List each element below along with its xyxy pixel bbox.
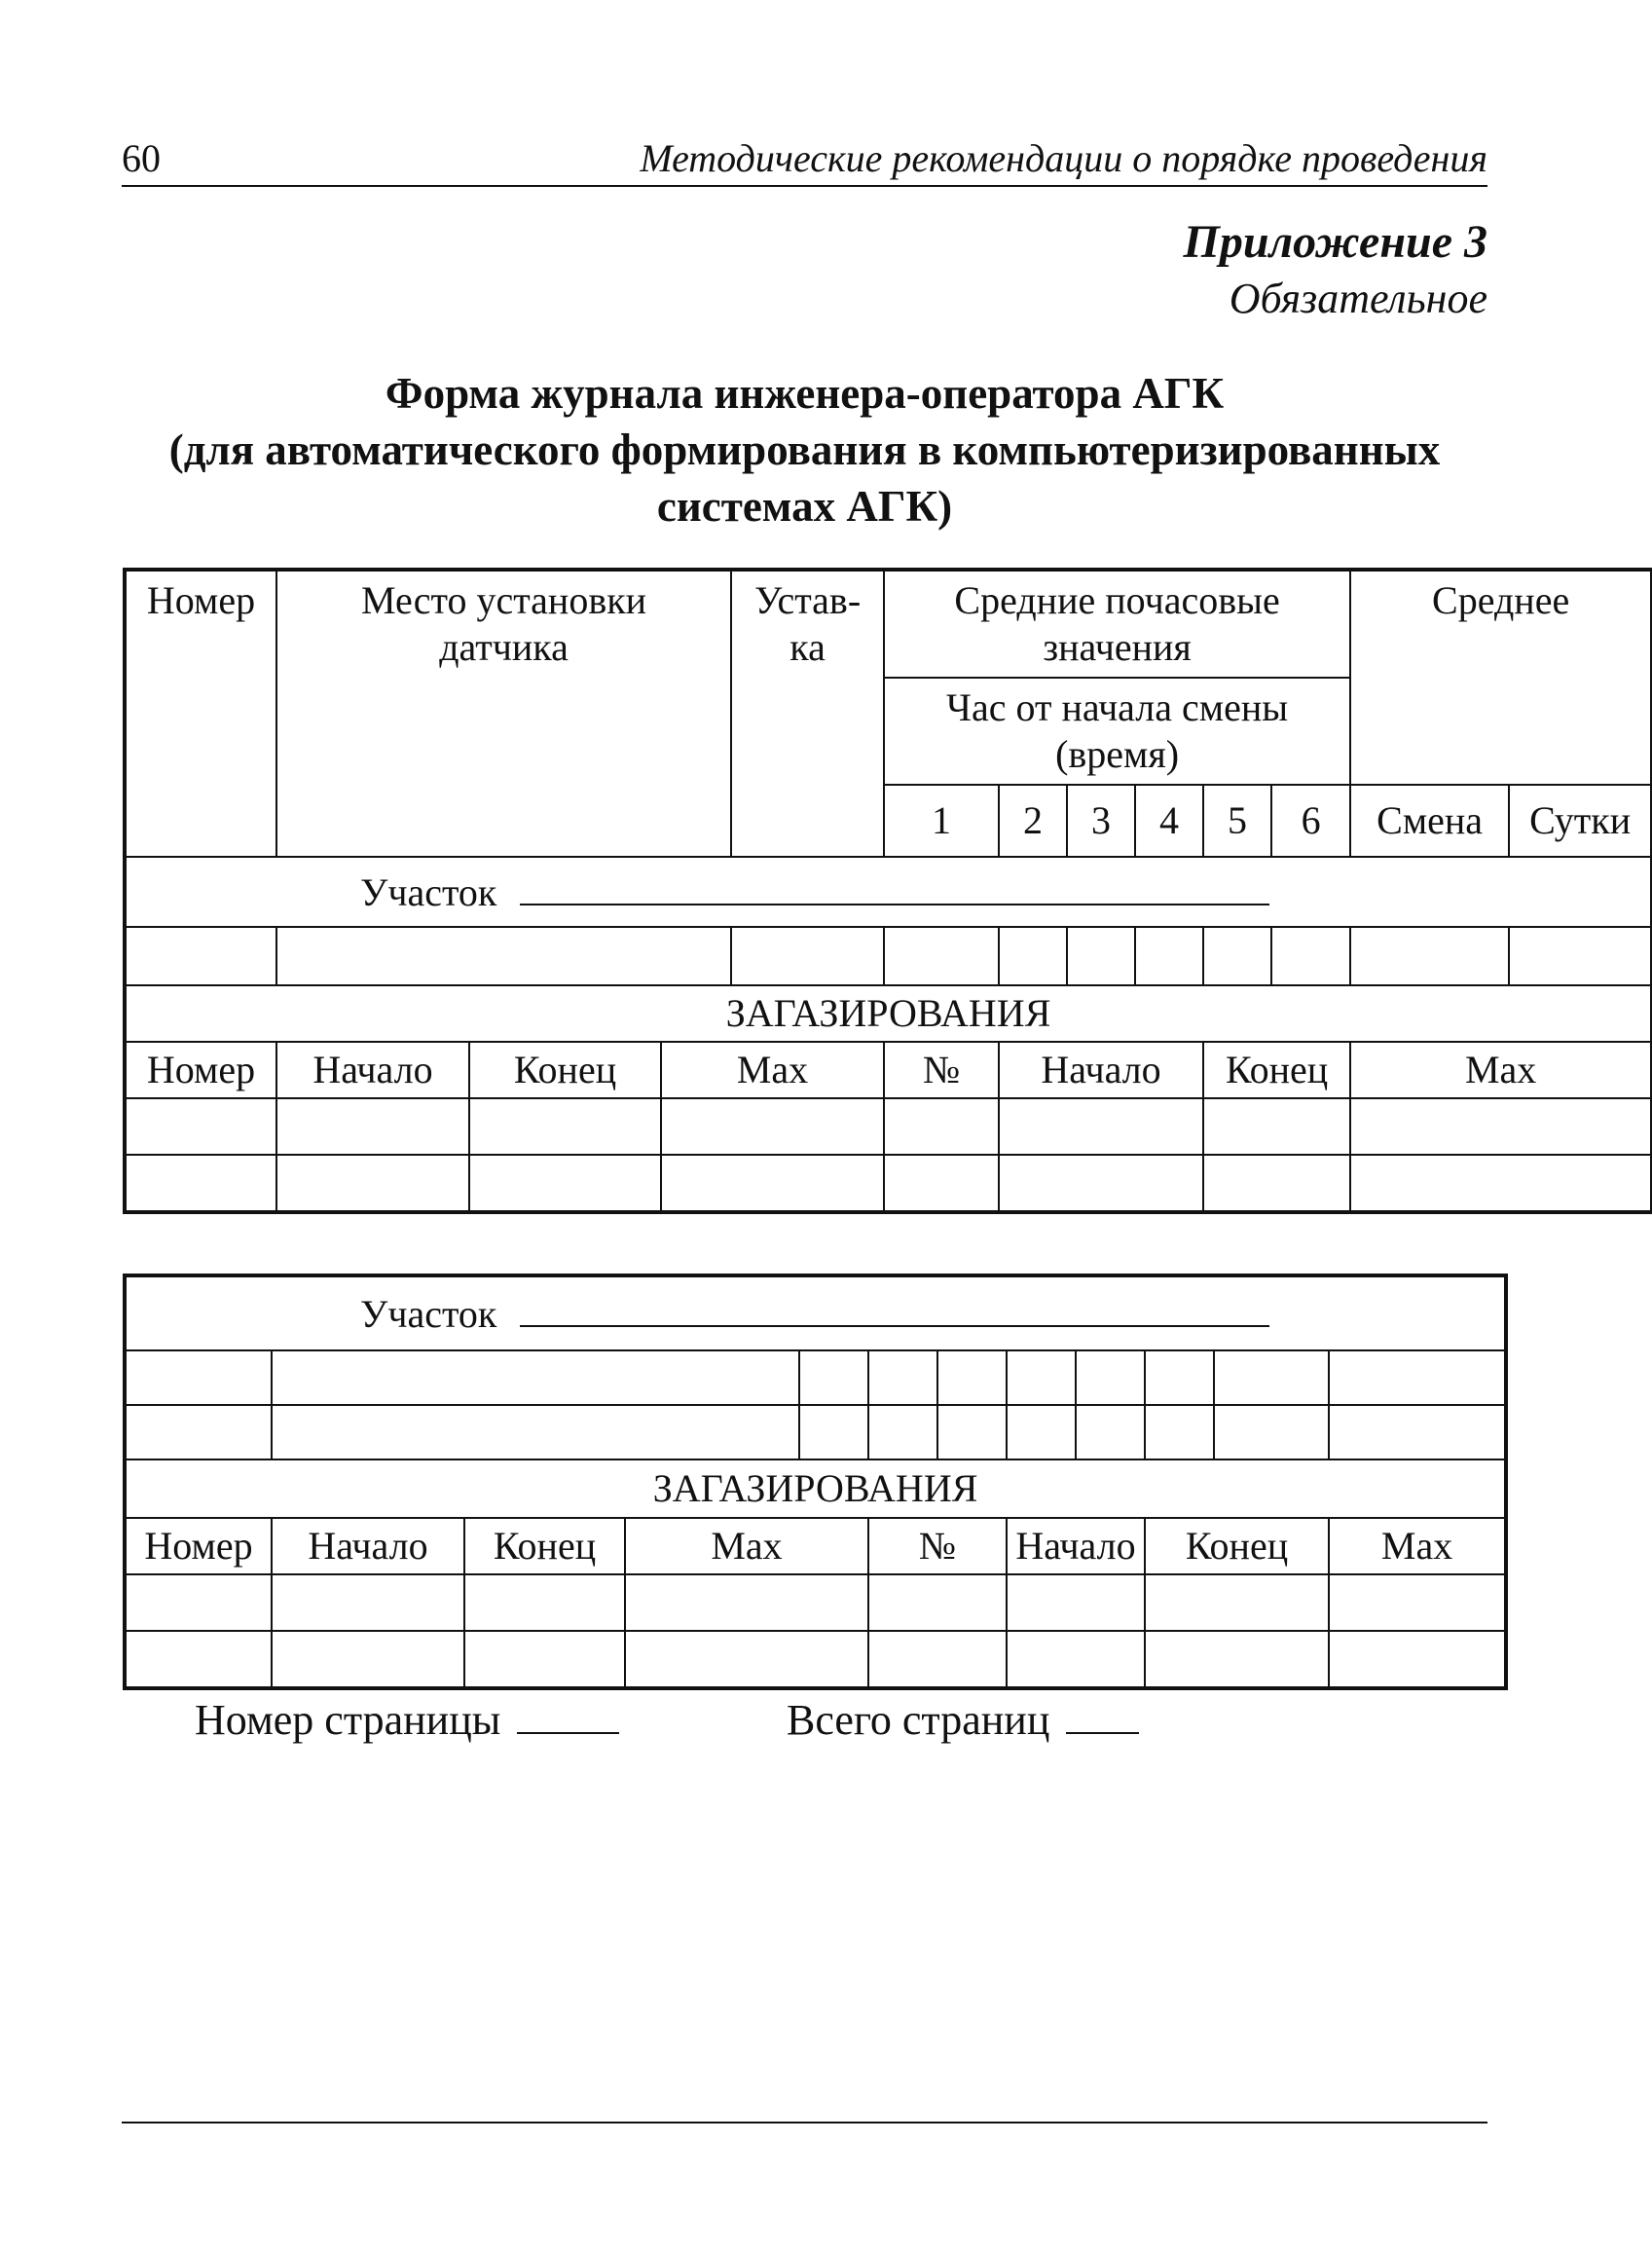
header-shift: Смена bbox=[1350, 785, 1509, 857]
header-day: Сутки bbox=[1509, 785, 1651, 857]
gassing-cell-2[interactable] bbox=[1007, 1631, 1145, 1687]
section-label-2: Участок bbox=[360, 1291, 497, 1336]
header-average bbox=[1350, 571, 1651, 785]
gassing-label-2: ЗАГАЗИРОВАНИЯ bbox=[126, 1459, 1505, 1518]
page-number: 60 bbox=[122, 136, 161, 180]
gassing-cell-2[interactable] bbox=[625, 1574, 868, 1631]
form-title bbox=[122, 365, 1487, 535]
cell-hour-2-2[interactable] bbox=[937, 1350, 1007, 1405]
section-name-blank-2[interactable] bbox=[520, 1290, 1269, 1327]
total-pages-field bbox=[787, 1694, 1139, 1747]
gassing-cell[interactable] bbox=[276, 1098, 469, 1155]
cell-hour-3[interactable] bbox=[1067, 927, 1135, 985]
gassing-cell-2[interactable] bbox=[1007, 1574, 1145, 1631]
form-title-line-2: (для автоматического формирования в компьютеризированных bbox=[168, 425, 1441, 474]
gassing-cell[interactable] bbox=[999, 1155, 1203, 1211]
header-hour-2: 2 bbox=[999, 785, 1067, 857]
header-number-label: Номер bbox=[146, 578, 256, 622]
gassing-data-row bbox=[126, 1155, 1651, 1211]
appendix-status: Обязательное bbox=[1229, 275, 1487, 322]
header-setpoint bbox=[731, 571, 884, 857]
cell-hour-3-2[interactable] bbox=[1007, 1405, 1076, 1459]
gassing-cell[interactable] bbox=[884, 1098, 999, 1155]
gassing-header-row-2 bbox=[126, 1518, 1505, 1574]
gassing-cell[interactable] bbox=[999, 1098, 1203, 1155]
sensor-data-row bbox=[126, 927, 1651, 985]
cell-hour-1[interactable] bbox=[884, 927, 999, 985]
cell-sensor-location[interactable] bbox=[276, 927, 731, 985]
gassing-col-start: Начало bbox=[276, 1042, 469, 1098]
header-rule bbox=[122, 185, 1487, 187]
header-hour-5: 5 bbox=[1203, 785, 1271, 857]
cell-hour-4[interactable] bbox=[1135, 927, 1203, 985]
gassing-col-end-b-2: Конец bbox=[1145, 1518, 1329, 1574]
gassing-cell-2[interactable] bbox=[272, 1574, 464, 1631]
total-pages-blank[interactable] bbox=[1066, 1697, 1139, 1734]
cell-hour-6[interactable] bbox=[1271, 927, 1350, 985]
gassing-cell-2[interactable] bbox=[1329, 1574, 1505, 1631]
cell-number[interactable] bbox=[126, 927, 276, 985]
gassing-cell-2[interactable] bbox=[868, 1631, 1007, 1687]
header-sensor-location bbox=[276, 571, 731, 857]
gassing-cell[interactable] bbox=[884, 1155, 999, 1211]
page-number-blank[interactable] bbox=[517, 1697, 619, 1734]
gassing-cell[interactable] bbox=[469, 1098, 661, 1155]
gassing-col-end: Конец bbox=[469, 1042, 661, 1098]
cell-sensor-location-2[interactable] bbox=[272, 1405, 799, 1459]
cell-number-2[interactable] bbox=[126, 1405, 272, 1459]
cell-hour-3-2[interactable] bbox=[1007, 1350, 1076, 1405]
gassing-cell[interactable] bbox=[126, 1155, 276, 1211]
header-sensor-location-line-1: Место установки bbox=[360, 578, 647, 622]
gassing-col-number: Номер bbox=[126, 1042, 276, 1098]
gassing-cell-2[interactable] bbox=[126, 1631, 272, 1687]
gassing-col-max-2: Max bbox=[1350, 1042, 1651, 1098]
page-number-label: Номер страницы bbox=[195, 1696, 501, 1744]
header-hour-6: 6 bbox=[1271, 785, 1350, 857]
gassing-col-max: Max bbox=[661, 1042, 884, 1098]
gassing-cell-2[interactable] bbox=[464, 1631, 625, 1687]
cell-hour-5-2[interactable] bbox=[1145, 1405, 1214, 1459]
gassing-data-row-2 bbox=[126, 1574, 1505, 1631]
gassing-header-row bbox=[126, 1042, 1651, 1098]
gassing-cell-2[interactable] bbox=[272, 1631, 464, 1687]
cell-sensor-location-2[interactable] bbox=[272, 1350, 799, 1405]
header-number bbox=[126, 571, 276, 857]
gassing-cell[interactable] bbox=[1203, 1098, 1350, 1155]
journal-table-2 bbox=[125, 1275, 1506, 1688]
cell-hour-1-2[interactable] bbox=[868, 1405, 937, 1459]
cell-setpoint-2[interactable] bbox=[799, 1350, 868, 1405]
cell-shift[interactable] bbox=[1350, 927, 1509, 985]
header-sensor-location-line-2: датчика bbox=[439, 625, 569, 669]
form-title-line-3: системах АГК) bbox=[656, 482, 953, 531]
gassing-col-end-2: Конец bbox=[1203, 1042, 1350, 1098]
form-title-line-1: Форма журнала инженера-оператора АГК bbox=[385, 369, 1225, 418]
journal-table-1 bbox=[125, 570, 1652, 1212]
gassing-cell[interactable] bbox=[469, 1155, 661, 1211]
gassing-cell-2[interactable] bbox=[625, 1631, 868, 1687]
gassing-cell[interactable] bbox=[661, 1098, 884, 1155]
cell-hour-4-2[interactable] bbox=[1076, 1405, 1145, 1459]
total-pages-label: Всего страниц bbox=[787, 1696, 1050, 1744]
cell-day-2[interactable] bbox=[1329, 1350, 1505, 1405]
header-hour-4: 4 bbox=[1135, 785, 1203, 857]
cell-hour-1-2[interactable] bbox=[868, 1350, 937, 1405]
header-hour-from-shift-start-line-2: (время) bbox=[1055, 732, 1180, 776]
header-hour-from-shift-start bbox=[884, 678, 1350, 785]
section-name-blank[interactable] bbox=[520, 868, 1269, 905]
running-title: Методические рекомендации о порядке проведения bbox=[640, 136, 1487, 180]
cell-setpoint[interactable] bbox=[731, 927, 884, 985]
header-hourly-averages bbox=[884, 571, 1350, 678]
bottom-rule bbox=[122, 2122, 1487, 2124]
page-number-field bbox=[195, 1694, 619, 1747]
gassing-col-max-b-2: Max bbox=[1329, 1518, 1505, 1574]
cell-shift-2[interactable] bbox=[1214, 1405, 1329, 1459]
gassing-cell[interactable] bbox=[276, 1155, 469, 1211]
cell-hour-4-2[interactable] bbox=[1076, 1350, 1145, 1405]
gassing-cell-2[interactable] bbox=[1145, 1631, 1329, 1687]
gassing-cell-2[interactable] bbox=[464, 1574, 625, 1631]
header-average-label: Среднее bbox=[1432, 578, 1570, 622]
header-hourly-averages-line-1: Средние почасовые bbox=[954, 578, 1280, 622]
gassing-col-start-2: Начало bbox=[272, 1518, 464, 1574]
gassing-cell[interactable] bbox=[1350, 1155, 1651, 1211]
cell-hour-5-2[interactable] bbox=[1145, 1350, 1214, 1405]
sensor-data-row-2 bbox=[126, 1350, 1505, 1405]
gassing-cell-2[interactable] bbox=[126, 1574, 272, 1631]
gassing-cell[interactable] bbox=[126, 1098, 276, 1155]
cell-hour-2[interactable] bbox=[999, 927, 1067, 985]
section-row bbox=[126, 857, 1651, 927]
header-hourly-averages-line-2: значения bbox=[1043, 625, 1192, 669]
gassing-data-row bbox=[126, 1098, 1651, 1155]
header-hour-from-shift-start-line-1: Час от начала смены bbox=[946, 685, 1289, 729]
cell-day[interactable] bbox=[1509, 927, 1651, 985]
section-row-2 bbox=[126, 1276, 1505, 1350]
header-hour-1: 1 bbox=[884, 785, 999, 857]
header-hour-3: 3 bbox=[1067, 785, 1135, 857]
gassing-cell[interactable] bbox=[1350, 1098, 1651, 1155]
gassing-col-start-b-2: Начало bbox=[1007, 1518, 1145, 1574]
cell-setpoint-2[interactable] bbox=[799, 1405, 868, 1459]
sensor-data-row-2 bbox=[126, 1405, 1505, 1459]
section-label: Участок bbox=[360, 869, 497, 914]
gassing-col-start-2: Начало bbox=[999, 1042, 1203, 1098]
cell-shift-2[interactable] bbox=[1214, 1350, 1329, 1405]
gassing-col-max-2: Max bbox=[625, 1518, 868, 1574]
appendix-label: Приложение 3 bbox=[1183, 216, 1487, 268]
gassing-col-end-2: Конец bbox=[464, 1518, 625, 1574]
gassing-col-no-2: № bbox=[868, 1518, 1007, 1574]
gassing-cell[interactable] bbox=[1203, 1155, 1350, 1211]
header-setpoint-line-1: Устав- bbox=[753, 578, 862, 622]
gassing-cell-2[interactable] bbox=[1145, 1574, 1329, 1631]
gassing-col-no: № bbox=[884, 1042, 999, 1098]
gassing-data-row-2 bbox=[126, 1631, 1505, 1687]
header-setpoint-line-2: ка bbox=[789, 625, 826, 669]
cell-hour-2-2[interactable] bbox=[937, 1405, 1007, 1459]
gassing-label: ЗАГАЗИРОВАНИЯ bbox=[126, 985, 1651, 1042]
cell-day-2[interactable] bbox=[1329, 1405, 1505, 1459]
gassing-col-number-2: Номер bbox=[126, 1518, 272, 1574]
gassing-cell[interactable] bbox=[661, 1155, 884, 1211]
gassing-cell-2[interactable] bbox=[868, 1574, 1007, 1631]
cell-number-2[interactable] bbox=[126, 1350, 272, 1405]
gassing-cell-2[interactable] bbox=[1329, 1631, 1505, 1687]
cell-hour-5[interactable] bbox=[1203, 927, 1271, 985]
